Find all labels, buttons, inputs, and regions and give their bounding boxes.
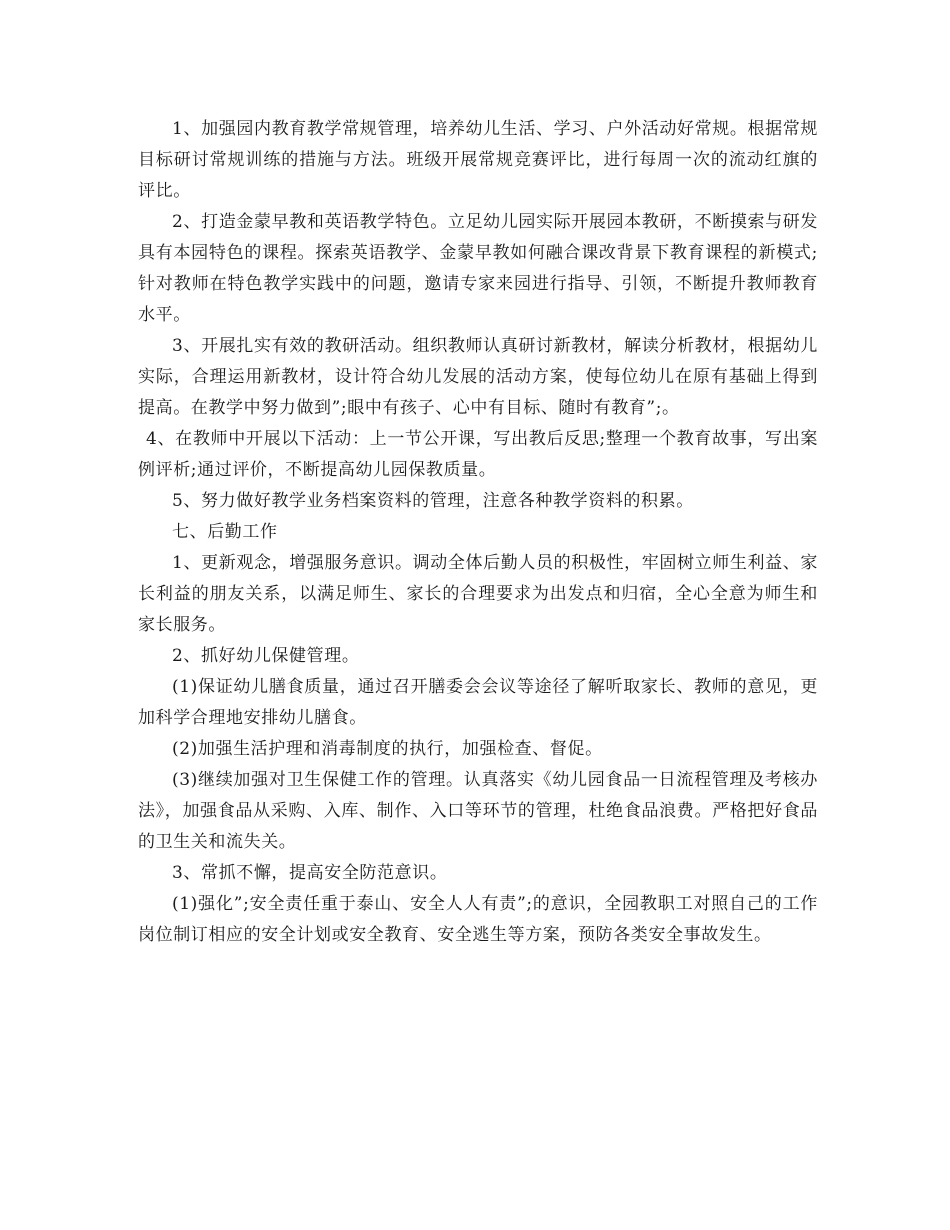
paragraph-routine-management: 1、加强园内教育教学常规管理，培养幼儿生活、学习、户外活动好常规。根据常规目标研讨常规训练的措施与方法。班级开展常规竞赛评比，进行每周一次的流动红旗的评比。: [138, 119, 818, 201]
paragraph-food-hygiene: (3)继续加强对卫生保健工作的管理。认真落实《幼儿园食品一日流程管理及考核办法》，加强食品从采购、入库、制作、入口等环节的管理，杜绝食品浪费。严格把好食品的卫生关和流失关。: [138, 770, 818, 852]
paragraph-safety-awareness: 3、常抓不懈，提高安全防范意识。: [172, 863, 448, 883]
document-body: [138, 114, 818, 951]
paragraph-health-management: 2、抓好幼儿保健管理。: [172, 646, 360, 666]
paragraph-service-awareness: 1、更新观念，增强服务意识。调动全体后勤人员的积极性，牢固树立师生利益、家长利益的朋友关系，以满足师生、家长的合理要求为出发点和归宿，全心全意为师生和家长服务。: [138, 553, 818, 635]
paragraph-meal-quality: (1)保证幼儿膳食质量，通过召开膳委会会议等途径了解听取家长、教师的意见，更加科学合理地安排幼儿膳食。: [138, 677, 818, 728]
paragraph-disinfection: (2)加强生活护理和消毒制度的执行，加强检查、督促。: [172, 739, 603, 759]
paragraph-characteristic-teaching: 2、打造金蒙早教和英语教学特色。立足幼儿园实际开展园本教研，不断摸索与研发具有本园特色的课程。探索英语教学、金蒙早教如何融合课改背景下教育课程的新模式;针对教师在特色教学实践中的问题，邀请专家来园进行指导、引领，不断提升教师教育水平。: [138, 212, 818, 325]
section-heading-logistics: 七、后勤工作: [172, 522, 278, 542]
paragraph-teacher-activities: 4、在教师中开展以下活动：上一节公开课，写出教后反思;整理一个教育故事，写出案例评析;通过评价，不断提高幼儿园保教质量。: [138, 429, 818, 480]
paragraph-archive-management: 5、努力做好教学业务档案资料的管理，注意各种教学资料的积累。: [172, 491, 694, 511]
paragraph-teaching-research: 3、开展扎实有效的教研活动。组织教师认真研讨新教材，解读分析教材，根据幼儿实际，合理运用新教材，设计符合幼儿发展的活动方案，使每位幼儿在原有基础上得到提高。在教学中努力做到”;眼中有孩子、心中有目标、随时有教育”;。: [138, 336, 818, 418]
paragraph-safety-responsibility: (1)强化”;安全责任重于泰山、安全人人有责”;的意识，全园教职工对照自己的工作岗位制订相应的安全计划或安全教育、安全逃生等方案，预防各类安全事故发生。: [138, 894, 818, 945]
